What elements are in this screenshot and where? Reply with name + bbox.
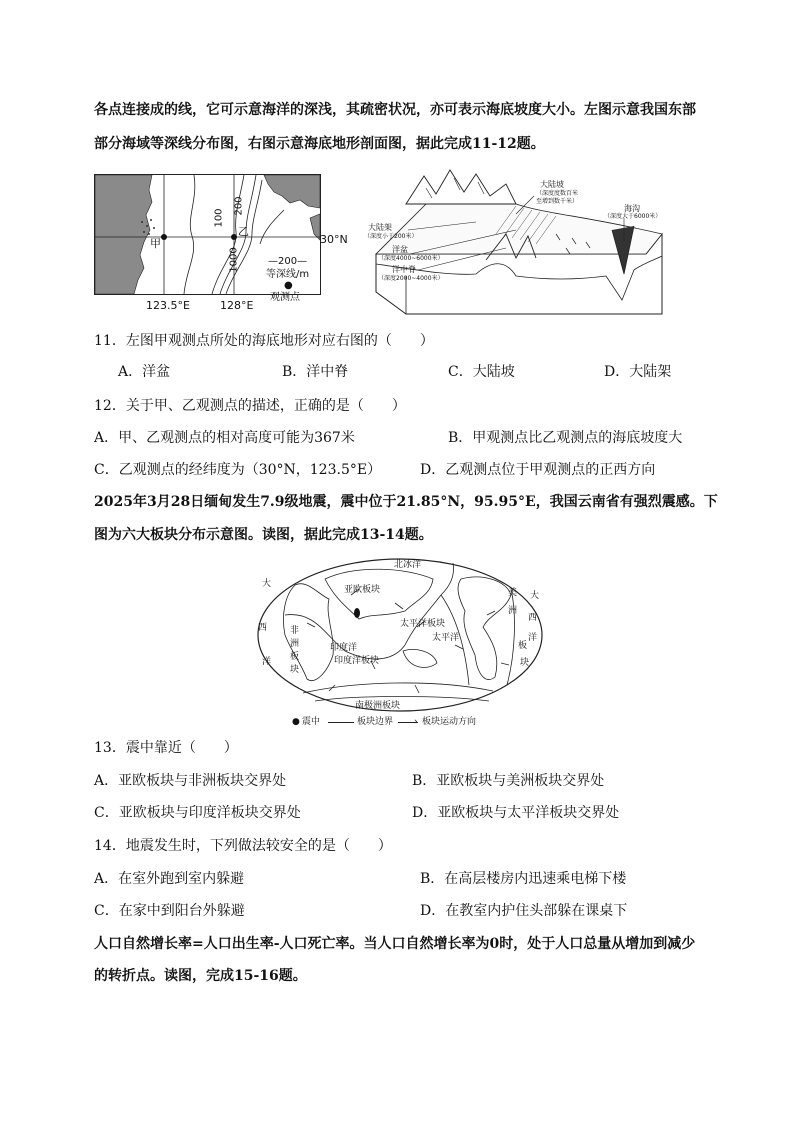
indian-ocean-label: 印度洋 — [330, 643, 358, 653]
legend-contour-line: —200— — [268, 256, 308, 267]
latitude-label: 30°N — [320, 233, 348, 246]
intro-1-line-2: 部分海域等深线分布图，右图示意海底地形剖面图，据此完成11-12题。 — [94, 136, 545, 152]
america-plate-label-2: 洲 — [508, 606, 518, 616]
atlantic-right-2: 西 — [528, 613, 538, 623]
eurasia-plate-label: 亚欧板块 — [344, 585, 381, 595]
q13-option-d[interactable]: D．亚欧板块与太平洋板块交界处 — [412, 805, 620, 821]
q14-stem: 14．地震发生时，下列做法较安全的是（ ） — [94, 838, 392, 854]
legend-point-marker: ● — [284, 280, 293, 291]
legend-motion-label: 板块运动方向 — [422, 717, 477, 727]
slope-label: 大陆坡 — [540, 180, 564, 189]
legend-point-label: 观测点 — [270, 292, 300, 303]
q12-option-c[interactable]: C．乙观测点的经纬度为（30°N，123.5°E） — [94, 462, 382, 478]
africa-plate-label-2: 洲 — [290, 639, 300, 649]
legend-contour-label: 等深线/m — [266, 269, 310, 280]
point-jia-label: 甲 — [150, 237, 161, 250]
pacific-plate-label: 太平洋板块 — [400, 619, 446, 629]
intro-3-line-2: 的转折点。读图，完成15-16题。 — [94, 968, 307, 984]
q11-option-b[interactable]: B．洋中脊 — [282, 364, 349, 380]
contour-label-1000: 1000 — [228, 247, 240, 273]
q13-option-b[interactable]: B．亚欧板块与美洲板块交界处 — [412, 773, 605, 789]
q13-option-c[interactable]: C．亚欧板块与印度洋板块交界处 — [94, 805, 301, 821]
ridge-label: 洋中脊 — [392, 265, 416, 274]
point-yi-label: 乙 — [238, 225, 249, 238]
shelf-note: （深度小于200米） — [364, 233, 418, 240]
atlantic-right-1: 大 — [530, 591, 540, 601]
q14-option-d[interactable]: D．在教室内护住头部躲在课桌下 — [420, 903, 628, 919]
legend-epicenter-marker: ● — [292, 717, 300, 727]
america-plate-label-3: 板 — [518, 641, 528, 651]
arctic-label: 北冰洋 — [394, 560, 422, 570]
intro-2-line-1: 2025年3月28日缅甸发生7.9级地震，震中位于21.85°N，95.95°E，我国云南省有强烈震感。下 — [94, 494, 718, 510]
q11-option-a[interactable]: A．洋盆 — [118, 364, 171, 380]
pacific-ocean-label: 太平洋 — [432, 633, 460, 643]
africa-plate-label-4: 块 — [290, 665, 300, 675]
trench-note: （深度大于6000米） — [604, 213, 662, 220]
longitude-label-1: 123.5°E — [146, 299, 190, 312]
slope-note-2: 至增到数千米） — [536, 198, 579, 205]
q11-option-d[interactable]: D．大陆架 — [604, 364, 672, 380]
america-plate-label-1: 美 — [508, 588, 518, 598]
africa-plate-label-1: 非 — [290, 626, 300, 636]
seafloor-profile — [366, 164, 672, 320]
atlantic-left-2: 西 — [258, 623, 268, 633]
contour-label-100: 100 — [213, 208, 225, 228]
america-plate-label-4: 块 — [520, 658, 530, 668]
ridge-note: （深度2000~4000米） — [378, 275, 444, 282]
q12-option-a[interactable]: A．甲、乙观测点的相对高度可能为367米 — [94, 430, 355, 446]
indian-plate-label: 印度洋板块 — [334, 656, 380, 666]
intro-3-line-1: 人口自然增长率=人口出生率-人口死亡率。当人口自然增长率为0时，处于人口总量从增加到减少 — [94, 936, 696, 952]
q14-option-a[interactable]: A．在室外跑到室内躲避 — [94, 871, 245, 887]
q12-option-b[interactable]: B．甲观测点比乙观测点的海底坡度大 — [448, 430, 683, 446]
slope-note-1: （深度度数百米 — [536, 190, 579, 197]
q13-option-a[interactable]: A．亚欧板块与非洲板块交界处 — [94, 773, 287, 789]
atlantic-right-3: 洋 — [528, 633, 538, 643]
trench-label: 海沟 — [624, 204, 640, 213]
intro-1-line-1: 各点连接成的线，它可示意海洋的深浅，其疏密状况，亦可表示海底坡度大小。左图示意我国东部 — [94, 102, 696, 118]
legend-epicenter-label: 震中 — [302, 717, 321, 727]
q12-option-d[interactable]: D．乙观测点位于甲观测点的正西方向 — [420, 462, 656, 478]
q13-stem: 13．震中靠近（ ） — [94, 740, 238, 756]
legend-boundary-line — [328, 722, 354, 723]
longitude-label-2: 128°E — [220, 299, 254, 312]
q11-stem: 11．左图甲观测点所处的海底地形对应右图的（ ） — [94, 333, 434, 349]
q11-option-c[interactable]: C．大陆坡 — [448, 364, 515, 380]
atlantic-left-3: 洋 — [262, 657, 272, 667]
q14-option-c[interactable]: C．在家中到阳台外躲避 — [94, 903, 245, 919]
atlantic-left-1: 大 — [262, 579, 272, 589]
shelf-label: 大陆架 — [368, 223, 392, 232]
legend-motion-arrowhead: › — [414, 717, 418, 727]
q14-option-b[interactable]: B．在高层楼房内迅速乘电梯下楼 — [420, 871, 627, 887]
intro-2-line-2: 图为六大板块分布示意图。读图，据此完成13-14题。 — [94, 527, 433, 543]
basin-label: 洋盆 — [392, 245, 408, 254]
africa-plate-label-3: 板 — [290, 652, 300, 662]
q12-stem: 12．关于甲、乙观测点的描述，正确的是（ ） — [94, 398, 406, 414]
basin-note: （深度4000~6000米） — [378, 255, 444, 262]
antarctic-plate-label: 南极洲板块 — [355, 701, 401, 711]
contour-label-200: 200 — [233, 196, 245, 216]
legend-boundary-label: 板块边界 — [357, 717, 394, 727]
